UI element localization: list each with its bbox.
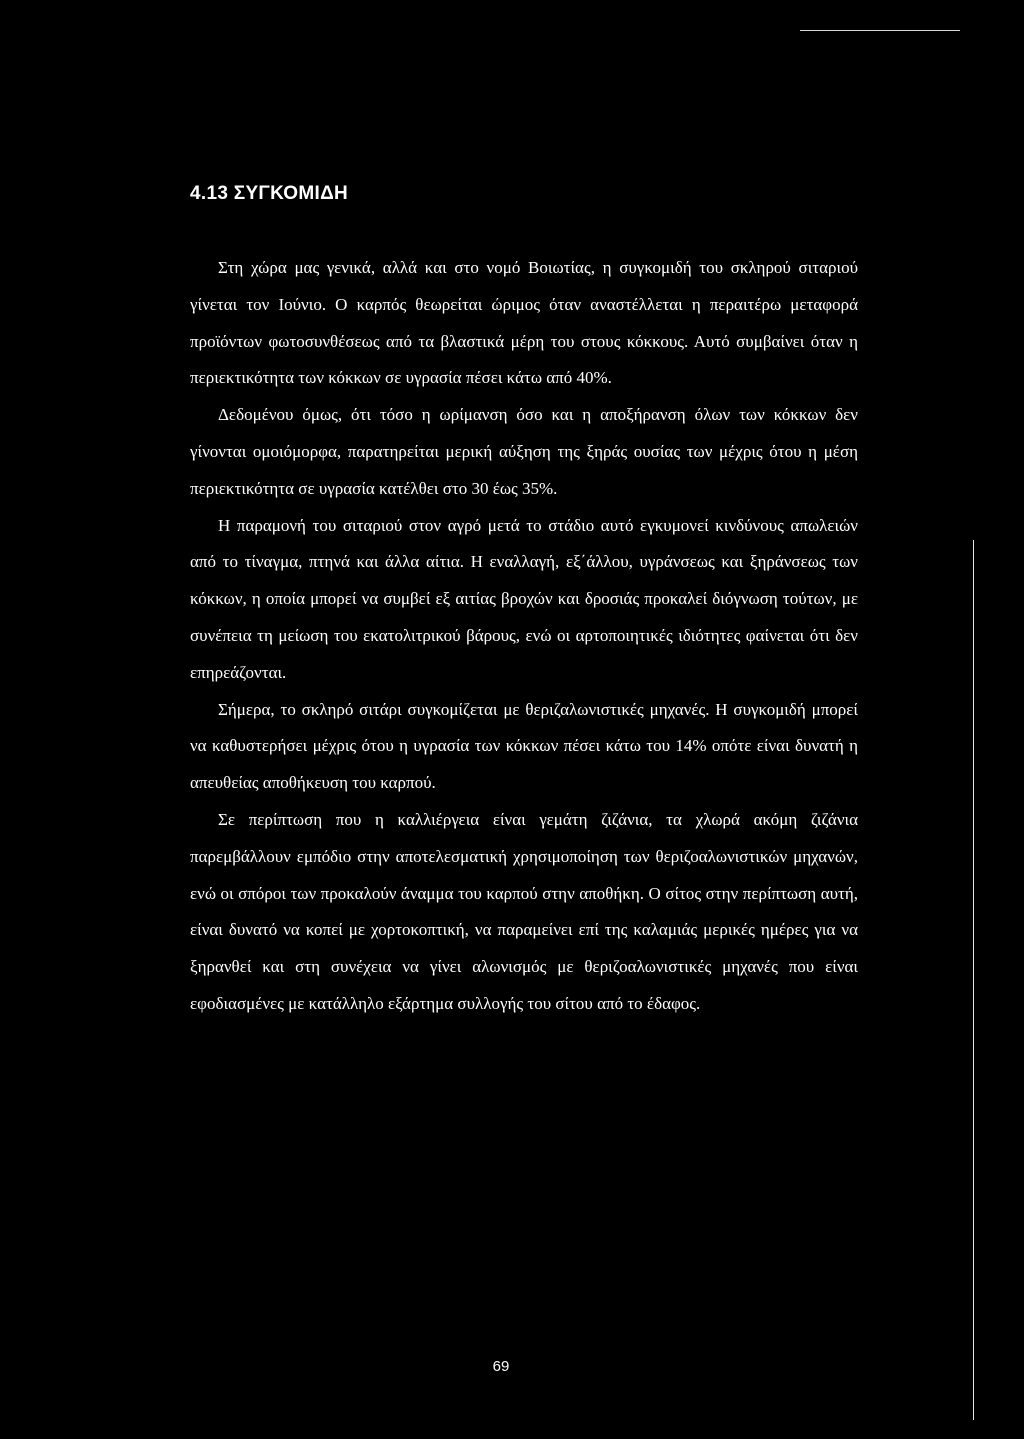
- page-number: 69: [492, 1358, 510, 1375]
- paragraph-5: Σε περίπτωση που η καλλιέργεια είναι γεμάτη ζιζάνια, τα χλωρά ακόμη ζιζάνια παρεμβάλλουν εμπόδιο στην αποτελεσματική χρησιμοποίηση των θεριζοαλωνιστικών μηχανών, ενώ οι σπόροι των προκαλούν άναμμα του καρπού στην αποθήκη. Ο σίτος στην περίπτωση αυτή, είναι δυνατό να κοπεί με χορτοκοπτική, να παραμείνει επί της καλαμιάς μερικές ημέρες για να ξηρανθεί και στη συνέχεια να γίνει αλωνισμός με θεριζοαλωνιστικές μηχανές που είναι εφοδιασμένες με κατάλληλο εξάρτημα συλλογής του σίτου από το έδαφος.: [190, 809, 858, 1013]
- top-rule: [800, 30, 960, 31]
- paragraph-1: Στη χώρα μας γενικά, αλλά και στο νομό Βοιωτίας, η συγκομιδή του σκληρού σιταριού γίνεται τον Ιούνιο. Ο καρπός θεωρείται ώριμος όταν αναστέλλεται η περαιτέρω μεταφορά προϊόντων φωτοσυνθέσεως από τα βλαστικά μέρη του στους κόκκους. Αυτό συμβαίνει όταν η περιεκτικότητα των κόκκων σε υγρασία πέσει κάτω από 40%.: [190, 258, 858, 388]
- paragraph-2: Δεδομένου όμως, ότι τόσο η ωρίμανση όσο και η αποξήρανση όλων των κόκκων δεν γίνονται ομοιόμορφα, παρατηρείται μερική αύξηση της ξηράς ουσίας των μέχρις ότου η μέση περιεκτικότητα σε υγρασία κατέλθει στο 30 έως 35%.: [190, 405, 858, 498]
- side-rule: [973, 540, 974, 1420]
- paragraph-4: Σήμερα, το σκληρό σιτάρι συγκομίζεται με θεριζαλωνιστικές μηχανές. Η συγκομιδή μπορεί να καθυστερήσει μέχρις ότου η υγρασία των κόκκων πέσει κάτω του 14% οπότε είναι δυνατή η απευθείας αποθήκευση του καρπού.: [190, 699, 858, 793]
- paragraph-3: Η παραμονή του σιταριού στον αγρό μετά το στάδιο αυτό εγκυμονεί κινδύνους απωλειών από το τίναγμα, πτηνά και άλλα αίτια. Η εναλλαγή, εξ΄άλλου, υγράνσεως και ξηράνσεως των κόκκων, η οποία μπορεί να συμβεί εξ αιτίας βροχών και δροσιάς προκαλεί διόγνωση τούτων, με συνέπεια τη μείωση του εκατολιτρικού βάρους, ενώ οι αρτοποιητικές ιδιότητες φαίνεται ότι δεν επηρεάζονται.: [190, 515, 858, 682]
- section-title: 4.13 ΣΥΓΚΟΜΙΔΗ: [190, 183, 349, 204]
- body-text: [190, 250, 858, 1023]
